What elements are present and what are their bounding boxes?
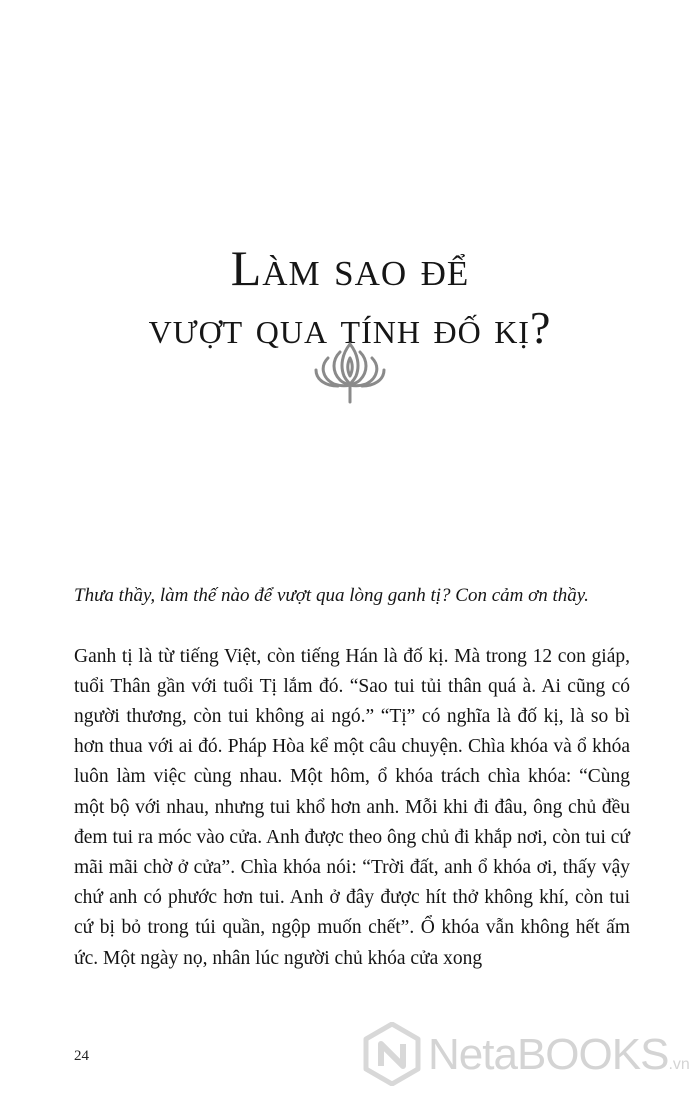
page-number: 24	[74, 1048, 89, 1064]
watermark-suffix: .vn	[668, 1056, 690, 1073]
question-text: Thưa thầy, làm thế nào để vượt qua lòng ganh tị? Con cảm ơn thầy.	[74, 585, 589, 606]
chapter-title-line-1: Làm sao để	[230, 240, 470, 297]
netabooks-logo-icon	[362, 1022, 422, 1086]
watermark-brand: NetaBOOKS	[428, 1030, 669, 1079]
watermark	[362, 1022, 692, 1092]
lotus-icon	[310, 336, 390, 406]
body-paragraph: Ganh tị là từ tiếng Việt, còn tiếng Hán là đố kị. Mà trong 12 con giáp, tuổi Thân gần với tuổi Tị lắm đó. “Sao tui tủi thân quá à. Ai cũng có người thương, còn tui không ai ngó.” “Tị” có nghĩa là đố kị, là so bì hơn thua với ai đó. Pháp Hòa kể một câu chuyện. Chìa khóa và ổ khóa luôn làm việc cùng nhau. Một hôm, ổ khóa trách chìa khóa: “Cùng một bộ với nhau, nhưng tui khổ hơn anh. Mỗi khi đi đâu, ông chủ đều đem tui ra móc vào cửa. Anh được theo ông chủ đi khắp nơi, còn tui cứ mãi mãi chờ ở cửa”. Chìa khóa nói: “Trời đất, anh ổ khóa ơi, thấy vậy chứ anh có phước hơn tui. Anh ở đây được hít thở không khí, còn tui cứ bị bỏ trong túi quần, ngộp muốn chết”. Ổ khóa vẫn không hết ấm ức. Một ngày nọ, nhân lúc người chủ khóa cửa xong	[74, 645, 630, 969]
watermark-text	[428, 1030, 690, 1080]
chapter-title-line-2: vượt qua tính đố kị?	[148, 302, 552, 354]
